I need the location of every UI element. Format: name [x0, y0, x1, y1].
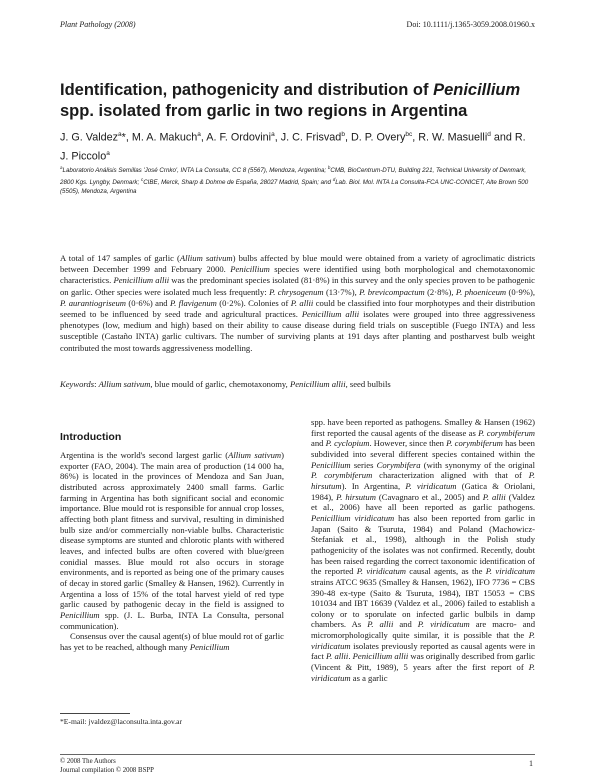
- affiliation-mark: c: [140, 176, 144, 182]
- article-title: [60, 80, 530, 122]
- page-number: 1: [529, 759, 533, 768]
- body-text: ). In Argentina,: [341, 480, 406, 491]
- body-paragraph: [311, 417, 535, 683]
- affiliation-mark: d: [332, 176, 336, 182]
- body-text: as a garlic: [350, 672, 388, 683]
- author-separator: ,: [274, 131, 281, 144]
- italic-term: P. hirsutum: [336, 491, 376, 502]
- italic-term: Corymbifera: [376, 459, 421, 470]
- body-text: Argentina is the world's second largest garlic (: [60, 450, 229, 460]
- abstract-text: (0·2%). Colonies of: [216, 297, 291, 308]
- keyword-text: , seed bulbils: [345, 379, 391, 389]
- abstract-text: isolates were grouped into three aggressiveness phenotypes (low, medium and high) based on their ability to cause disease during field trials on susceptible (Fuego INTA) and less susceptible (Castaño INTA) garlic cultivars. The number of surviving plants at 191 days after planting and postharvest bulb weight contributed the most towards aggressiveness modelling.: [60, 309, 535, 353]
- body-text: was originally described from garlic (Vincent & Pitt, 1989), 5 years after the first report of: [311, 651, 535, 673]
- italic-term: P. viridicatum: [311, 630, 535, 651]
- affiliation-mark: b: [327, 165, 331, 170]
- journal-name: Plant Pathology (2008): [60, 20, 136, 29]
- author-name: J. G. Valdez: [60, 131, 119, 144]
- italic-term: P. aurantiogriseum: [60, 297, 126, 308]
- journal-compilation-line: Journal compilation © 2008 BSPP: [60, 766, 154, 774]
- italic-term: P. viridicatum: [405, 480, 457, 491]
- italic-term: Allium sativum: [98, 379, 151, 389]
- body-paragraph: [60, 631, 284, 652]
- italic-term: P. phoeniceum: [455, 286, 507, 297]
- italic-term: Penicillium allii: [352, 651, 409, 662]
- body-text: series: [350, 459, 377, 470]
- italic-term: P. brevicompactum: [359, 286, 425, 297]
- affiliation-mark: a: [60, 165, 63, 170]
- column-right: [311, 417, 535, 683]
- abstract-text: ) bulbs affected by blue mould were obtained from a variety of agroclimatic districts between December 1999 and February 2000.: [60, 253, 535, 275]
- abstract-text: (2·8%),: [424, 286, 456, 297]
- body-text: isolates previously reported as causal agents were in fact: [311, 640, 535, 662]
- author-name: D. P. Overy: [350, 131, 406, 144]
- copyright-line: © 2008 The Authors: [60, 758, 116, 765]
- italic-term: Penicillium: [60, 609, 100, 620]
- abstract-text: species were identified using both morphological and chemotaxonomic characteristics.: [60, 264, 535, 286]
- footnote-rule: [60, 713, 130, 714]
- italic-term: Penicillium: [311, 459, 351, 470]
- copyright-block: [60, 758, 154, 775]
- author-name: M. A. Makuch: [131, 131, 198, 144]
- italic-term: P. allii: [290, 297, 314, 308]
- doi: Doi: 10.1111/j.1365-3059.2008.01960.x: [406, 20, 535, 29]
- italic-term: P. chrysogenum: [269, 286, 324, 297]
- italic-term: P. hirsutum: [311, 470, 536, 491]
- author-name: R. W. Masuelli: [418, 131, 488, 144]
- author-separator: *,: [121, 131, 132, 144]
- affiliation-text: Laboratorio Análisis Semillas 'José Crnko', INTA La Consulta, CC 8 (5567), Mendoza, Argentina;: [62, 167, 328, 175]
- abstract-text: A total of 147 samples of garlic (: [60, 253, 180, 263]
- body-text: and: [393, 619, 418, 630]
- body-text: has also been reported from garlic in Japan (Saito & Tsuruta, 1984) and Poland (Machowicz-Stefaniak et al., 1998), although in the Polish study pathogenicity of the isolates was not confirmed. Recently, doubt has been raised regarding the correct taxonomic identification of the reported: [311, 512, 535, 577]
- italic-term: Allium sativum: [228, 450, 282, 460]
- title-text: Identification, pathogenicity and distribution of: [60, 81, 434, 99]
- author-affiliation-mark: a: [106, 149, 110, 157]
- running-header: [60, 20, 535, 32]
- abstract-text: (0·6%) and: [126, 297, 170, 308]
- author-separator: ,: [344, 131, 351, 144]
- italic-term: P. viridicatum: [417, 619, 470, 630]
- author-name: R. J. Piccolo: [60, 131, 526, 163]
- author-affiliation-mark: d: [487, 131, 491, 138]
- section-heading-introduction: Introduction: [60, 431, 122, 443]
- abstract: [60, 253, 535, 354]
- italic-term: P. corymbiferum: [311, 470, 373, 481]
- italic-term: P. flavigenum: [169, 297, 217, 308]
- abstract-text: was the predominant species isolated (81·8%) in this survey and the only species proven to be pathogenic on garlic. Other species were isolated much less frequently:: [60, 275, 535, 297]
- italic-term: P. cyclopium: [325, 438, 370, 449]
- keywords: [60, 379, 535, 390]
- italic-term: Penicillium allii: [113, 275, 170, 286]
- body-text: ) exporter (FAO, 2004). The main area of production (14 000 ha, 86%) is located in the provinces of Mendoza and San Juan, distributed across approximately 2400 small farms. Garlic farming in Argentina has both significant social and economic importance. Blue mould rot is responsible for annual crop losses, affecting both plant fitness and survival, resulting in diminished bulb size and/or commercially non-viable bulbs. Characteristic disease symptoms are stunted and chlorotic plants with withered leaves, and infected bulbs are often covered with blue/green conidial masses. Blue mould rot also occurs in storage environments, and is reported as being one of the primary causes of decay in stored garlic (Smalley & Hansen, 1962). Currently in Argentina a loss of 15% of the total harvest yield of red type garlic caused by pathogenic decay in the field is assigned to: [60, 450, 284, 610]
- body-text: .: [348, 651, 353, 662]
- abstract-text: (13·7%),: [323, 286, 360, 297]
- title-genus: Penicillium: [433, 81, 521, 99]
- author-separator: ,: [200, 131, 207, 144]
- body-text: (with synonymy of the original: [420, 459, 535, 470]
- italic-term: Penicillium: [189, 641, 230, 652]
- affiliation-text: CIBE, Merck, Sharp & Dohme de España, 28027 Madrid, Spain; and: [143, 178, 333, 186]
- author-name: J. C. Frisvad: [280, 131, 342, 144]
- author-affiliation-mark: b: [341, 131, 345, 138]
- italic-term: Penicillium viridicatum: [311, 512, 395, 523]
- italic-term: P. viridicatum: [311, 662, 535, 683]
- italic-term: Allium sativum: [179, 253, 233, 263]
- keyword-text: , blue mould of garlic, chemotaxonomy,: [150, 379, 290, 389]
- italic-term: P. allii: [326, 651, 349, 662]
- body-text: spp. (J. L. Burba, INTA La Consulta, personal communication).: [60, 609, 284, 631]
- italic-term: P. allii: [482, 491, 506, 502]
- italic-term: Penicillium allii: [301, 309, 360, 320]
- author-separator: and: [490, 131, 515, 144]
- column-left: [60, 450, 284, 652]
- italic-term: Penicillium allii: [289, 379, 346, 389]
- italic-term: P. corymbiferum: [478, 427, 535, 438]
- body-paragraph: [60, 450, 284, 631]
- italic-term: P. allii: [367, 619, 394, 630]
- abstract-text: could be classified into four morphotypes and their distribution seemed to be influenced by seed trade and agricultural practices.: [60, 297, 536, 320]
- body-text: Consensus over the causal agent(s) of blue mould rot of garlic has yet to be reached, although many: [60, 631, 284, 652]
- body-text: characterization aligned with that of: [372, 470, 529, 481]
- footer-rule: [60, 754, 535, 755]
- body-text: causal agents, as the: [405, 566, 486, 577]
- keywords-separator: :: [94, 379, 99, 389]
- body-text: has been subdivided into several different species contained within the: [311, 438, 535, 459]
- body-text: are macro- and micromorphologically quite similar, it is possible that the: [311, 619, 535, 641]
- keywords-label: Keywords: [60, 379, 95, 389]
- title-text-end: spp. isolated from garlic in two regions in Argentina: [60, 102, 468, 120]
- affiliation-text: Lab. Biol. Mol. INTA La Consulta-FCA UNC-CONICET, Alte Brown 500 (5505), Mendoza, Argentina: [60, 178, 529, 195]
- italic-term: P. corymbiferum: [446, 438, 503, 449]
- author-affiliation-mark: bc: [405, 131, 413, 138]
- body-text: strains ATCC 9635 (Smalley & Hansen, 1962), IFO 7736 = CBS 390-48 ex-type (Saito & Tsuruta, 1984), IBT 15053 = CBS 101034 and IBT 16639 (Valdez et al., 2006) failed to establish a colony or to sporulate on infected garlic bulbils in damp chambers. As: [311, 576, 535, 630]
- author-name: A. F. Ordovini: [206, 131, 272, 144]
- corresponding-author-footnote: *E-mail: jvaldez@laconsulta.inta.gov.ar: [60, 717, 183, 726]
- body-text: (Valdez et al., 2006) have all been reported as garlic pathogens.: [311, 491, 535, 513]
- body-text: (Cavagnaro et al., 2005) and: [375, 491, 483, 502]
- author-separator: ,: [412, 131, 419, 144]
- affiliations: [60, 164, 530, 197]
- body-text: spp. have been reported as pathogens. Smalley & Hansen (1962) first reported the causal agents of the disease as: [311, 417, 535, 438]
- author-list: [60, 127, 530, 164]
- body-text: and: [311, 438, 326, 449]
- affiliation-text: CMB, BioCentrum-DTU, Building 221, Technical University of Denmark, 2800 Kgs. Lyngby, Denmark;: [60, 167, 527, 186]
- body-text: . However, since then: [369, 438, 447, 449]
- abstract-text: (0·9%),: [506, 286, 535, 297]
- italic-term: P. viridicatum: [356, 566, 406, 577]
- italic-term: Penicillium: [230, 264, 270, 275]
- author-affiliation-mark: a: [118, 131, 122, 138]
- author-affiliation-mark: a: [197, 131, 201, 138]
- italic-term: P. viridicatum: [485, 566, 536, 577]
- author-affiliation-mark: a: [271, 131, 275, 138]
- body-text: (Gatica & Oriolani, 1984),: [311, 480, 535, 502]
